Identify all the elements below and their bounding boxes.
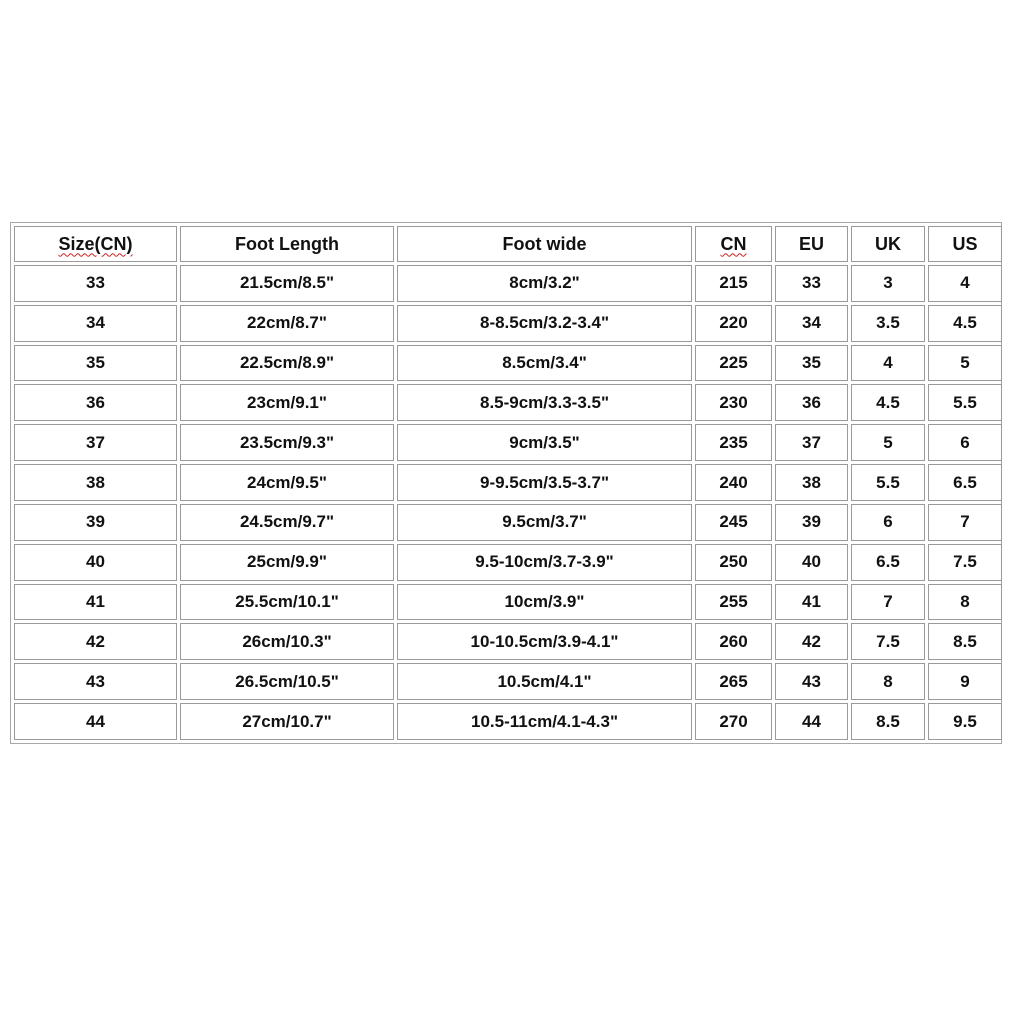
cell-foot-wide: 8cm/3.2" [397,265,692,302]
cell-foot-wide: 10cm/3.9" [397,584,692,621]
table-row [14,703,1002,740]
table-header-row [14,226,1002,262]
header-size-cn-label: Size(CN) [58,233,133,254]
cell-eu: 44 [775,703,848,740]
cell-size-cn: 34 [14,305,177,342]
cell-eu: 36 [775,384,848,421]
cell-us: 6.5 [928,464,1002,501]
cell-foot-wide: 10.5-11cm/4.1-4.3" [397,703,692,740]
cell-foot-length: 22.5cm/8.9" [180,345,394,382]
table-row [14,305,1002,342]
table-row [14,623,1002,660]
cell-us: 9 [928,663,1002,700]
cell-us: 4 [928,265,1002,302]
cell-eu: 39 [775,504,848,541]
cell-foot-wide: 10-10.5cm/3.9-4.1" [397,623,692,660]
cell-foot-length: 26.5cm/10.5" [180,663,394,700]
cell-uk: 5.5 [851,464,925,501]
cell-foot-wide: 8-8.5cm/3.2-3.4" [397,305,692,342]
table-row [14,544,1002,581]
table-row [14,265,1002,302]
cell-foot-length: 24.5cm/9.7" [180,504,394,541]
cell-us: 6 [928,424,1002,461]
cell-cn: 255 [695,584,772,621]
cell-us: 7 [928,504,1002,541]
header-foot-length: Foot Length [180,226,394,262]
header-uk: UK [851,226,925,262]
cell-uk: 3.5 [851,305,925,342]
cell-uk: 4 [851,345,925,382]
header-size-cn [14,226,177,262]
table-row [14,663,1002,700]
cell-size-cn: 44 [14,703,177,740]
cell-eu: 43 [775,663,848,700]
cell-foot-length: 25cm/9.9" [180,544,394,581]
size-chart-table-frame [10,222,1002,744]
cell-cn: 270 [695,703,772,740]
cell-foot-wide: 9cm/3.5" [397,424,692,461]
cell-us: 8 [928,584,1002,621]
cell-cn: 250 [695,544,772,581]
cell-eu: 38 [775,464,848,501]
cell-cn: 265 [695,663,772,700]
cell-us: 8.5 [928,623,1002,660]
cell-cn: 260 [695,623,772,660]
cell-eu: 34 [775,305,848,342]
cell-size-cn: 40 [14,544,177,581]
cell-foot-length: 25.5cm/10.1" [180,584,394,621]
cell-size-cn: 41 [14,584,177,621]
cell-foot-length: 24cm/9.5" [180,464,394,501]
cell-eu: 40 [775,544,848,581]
cell-eu: 33 [775,265,848,302]
table-row [14,504,1002,541]
cell-cn: 235 [695,424,772,461]
table-row [14,384,1002,421]
cell-foot-wide: 8.5cm/3.4" [397,345,692,382]
header-us: US [928,226,1002,262]
cell-foot-wide: 9-9.5cm/3.5-3.7" [397,464,692,501]
cell-uk: 4.5 [851,384,925,421]
cell-uk: 6 [851,504,925,541]
cell-size-cn: 33 [14,265,177,302]
cell-foot-length: 21.5cm/8.5" [180,265,394,302]
cell-foot-length: 23.5cm/9.3" [180,424,394,461]
cell-foot-wide: 10.5cm/4.1" [397,663,692,700]
cell-foot-length: 27cm/10.7" [180,703,394,740]
cell-size-cn: 36 [14,384,177,421]
cell-uk: 8 [851,663,925,700]
cell-size-cn: 42 [14,623,177,660]
cell-us: 4.5 [928,305,1002,342]
cell-size-cn: 39 [14,504,177,541]
cell-foot-wide: 9.5-10cm/3.7-3.9" [397,544,692,581]
cell-foot-wide: 8.5-9cm/3.3-3.5" [397,384,692,421]
table-row [14,584,1002,621]
cell-cn: 215 [695,265,772,302]
header-eu: EU [775,226,848,262]
cell-foot-wide: 9.5cm/3.7" [397,504,692,541]
cell-size-cn: 37 [14,424,177,461]
cell-uk: 5 [851,424,925,461]
cell-foot-length: 26cm/10.3" [180,623,394,660]
header-cn-label: CN [720,233,747,254]
cell-cn: 240 [695,464,772,501]
cell-size-cn: 35 [14,345,177,382]
cell-uk: 6.5 [851,544,925,581]
cell-uk: 8.5 [851,703,925,740]
table-row [14,464,1002,501]
cell-us: 5.5 [928,384,1002,421]
table-row [14,345,1002,382]
header-cn [695,226,772,262]
cell-foot-length: 23cm/9.1" [180,384,394,421]
cell-cn: 225 [695,345,772,382]
cell-us: 9.5 [928,703,1002,740]
cell-cn: 220 [695,305,772,342]
cell-eu: 37 [775,424,848,461]
cell-uk: 7 [851,584,925,621]
table-body [14,265,1002,740]
size-chart-table [11,223,1005,743]
cell-cn: 245 [695,504,772,541]
cell-eu: 42 [775,623,848,660]
cell-size-cn: 38 [14,464,177,501]
cell-foot-length: 22cm/8.7" [180,305,394,342]
cell-uk: 3 [851,265,925,302]
cell-eu: 35 [775,345,848,382]
cell-uk: 7.5 [851,623,925,660]
cell-us: 5 [928,345,1002,382]
cell-size-cn: 43 [14,663,177,700]
cell-eu: 41 [775,584,848,621]
cell-us: 7.5 [928,544,1002,581]
cell-cn: 230 [695,384,772,421]
header-foot-wide: Foot wide [397,226,692,262]
table-row [14,424,1002,461]
